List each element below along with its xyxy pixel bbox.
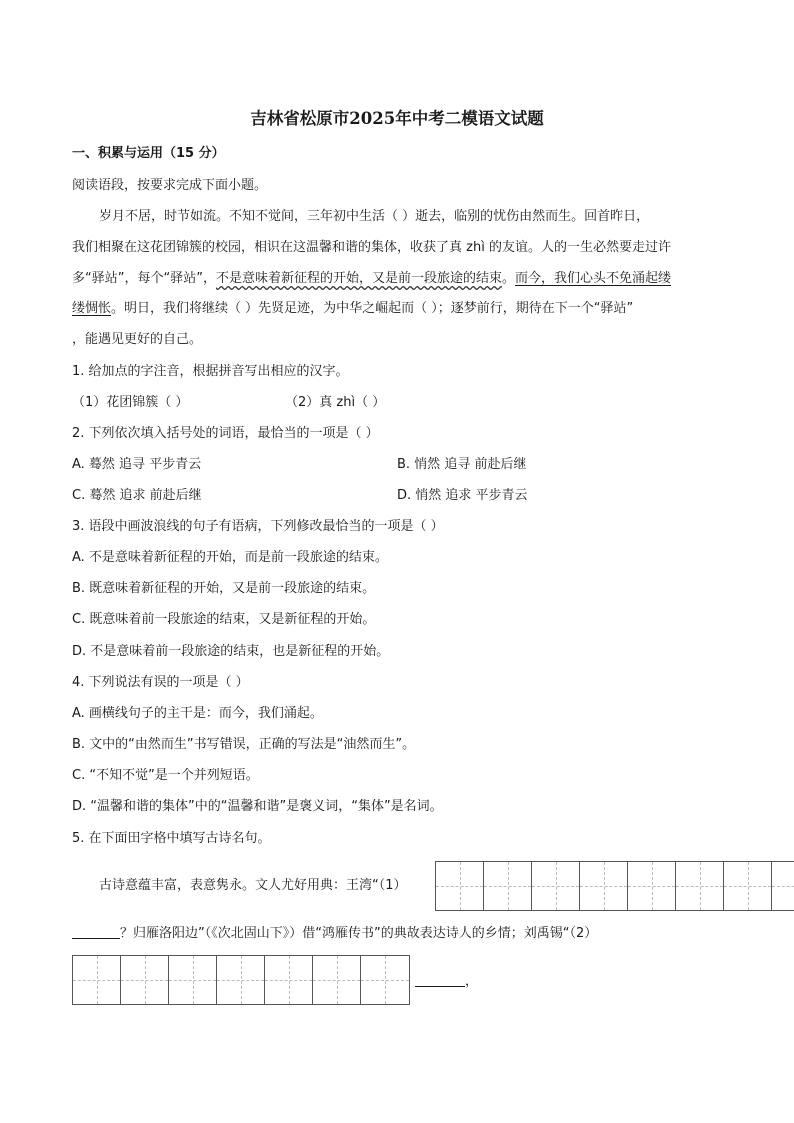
comma: ， <box>465 974 479 989</box>
passage-line-4 <box>72 299 633 319</box>
grid-cell[interactable] <box>169 956 217 1004</box>
question-1-part-a: （1）花团锦簇（ ） <box>72 395 189 410</box>
grid-cell[interactable] <box>628 862 676 910</box>
question-3-option-d: D. 不是意味着前一段旅途的结束，也是新征程的开始。 <box>72 644 390 659</box>
passage-text: 多“驿站”，每个“驿站”， <box>72 271 216 286</box>
question-4-option-b: B. 文中的“由然而生”书写错误，正确的写法是“油然而生”。 <box>72 737 416 752</box>
question-2-option-c: C. 蓦然 追求 前赴后继 <box>72 488 202 503</box>
question-4-stem: 4. 下列说法有误的一项是（ ） <box>72 675 249 690</box>
question-3-option-a: A. 不是意味着新征程的开始，而是前一段旅途的结束。 <box>72 550 388 565</box>
grid-cell[interactable] <box>724 862 772 910</box>
grid-cell[interactable] <box>361 956 409 1004</box>
passage-text: 。明日，我们将继续（ ）先贤足迹，为中华之崛起而（ ）；逐梦前行，期待在下一个“驿站” <box>111 301 634 316</box>
question-5-prompt-1: 古诗意蕴丰富，表意隽永。文人尤好用典：王湾“（1） <box>99 878 407 893</box>
tianzige-grid-1[interactable] <box>435 861 794 911</box>
answer-blank[interactable] <box>72 924 120 939</box>
question-4-option-d: D. “温馨和谐的集体”中的“温馨和谐”是褒义词，“集体”是名词。 <box>72 799 443 814</box>
grid-cell[interactable] <box>484 862 532 910</box>
grid-cell[interactable] <box>217 956 265 1004</box>
question-1-stem: 1. 给加点的字注音，根据拼音写出相应的汉字。 <box>72 364 349 379</box>
underlined-sentence-part1: 而今，我们心头不免涌起缕 <box>514 271 671 286</box>
question-2-option-b: B. 悄然 追寻 前赴后继 <box>397 457 527 472</box>
question-2-stem: 2. 下列依次填入括号处的词语，最恰当的一项是（ ） <box>72 426 379 441</box>
grid-cell[interactable] <box>580 862 628 910</box>
prompt-text: ？归雁洛阳边”（《次北固山下》）借“鸿雁传书”的典故表达诗人的乡情；刘禹锡“（2） <box>120 926 598 941</box>
question-3-option-c: C. 既意味着前一段旅途的结束，又是新征程的开始。 <box>72 612 376 627</box>
grid-cell[interactable] <box>265 956 313 1004</box>
passage-line-2: 我们相聚在这花团锦簇的校园，相识在这温馨和谐的集体，收获了真 zhì 的友谊。人的一生必然要走过许 <box>72 240 671 255</box>
passage-line-5: ，能遇见更好的自己。 <box>72 332 203 347</box>
question-1-part-b: （2）真 zhì（ ） <box>285 395 386 410</box>
grid-cell[interactable] <box>532 862 580 910</box>
answer-blank-2[interactable] <box>415 972 478 992</box>
grid-cell[interactable] <box>772 862 794 910</box>
answer-blank[interactable] <box>415 972 465 987</box>
question-5-stem: 5. 在下面田字格中填写古诗名句。 <box>72 831 271 846</box>
question-4-option-a: A. 画横线句子的主干是：而今，我们涌起。 <box>72 706 323 721</box>
tianzige-grid-2[interactable] <box>72 955 410 1005</box>
wavy-underlined-sentence: 不是意味着新征程的开始，又是前一段旅途的结束 <box>215 271 502 286</box>
section-heading: 一、积累与运用（15 分） <box>72 146 225 161</box>
question-3-stem: 3. 语段中画波浪线的句子有语病，下列修改最恰当的一项是（ ） <box>72 519 444 534</box>
passage-text: 。 <box>501 271 515 286</box>
grid-cell[interactable] <box>676 862 724 910</box>
question-2-option-d: D. 悄然 追求 平步青云 <box>397 488 528 503</box>
question-5-prompt-2 <box>72 924 597 944</box>
page-title: 吉林省松原市2025年中考二模语文试题 <box>250 109 544 128</box>
question-3-option-b: B. 既意味着新征程的开始，又是前一段旅途的结束。 <box>72 581 376 596</box>
grid-cell[interactable] <box>73 956 121 1004</box>
grid-cell[interactable] <box>121 956 169 1004</box>
underlined-sentence-part2: 缕惆怅 <box>72 301 112 316</box>
passage-line-1: 岁月不居，时节如流。不知不觉间，三年初中生活（ ）逝去，临别的忧伤由然而生。回首昨日， <box>99 209 650 224</box>
question-4-option-c: C. “不知不觉”是一个并列短语。 <box>72 768 259 783</box>
passage-line-3 <box>72 269 671 289</box>
instructions: 阅读语段，按要求完成下面小题。 <box>72 178 268 193</box>
question-2-option-a: A. 蓦然 追寻 平步青云 <box>72 457 202 472</box>
grid-cell[interactable] <box>313 956 361 1004</box>
grid-cell[interactable] <box>436 862 484 910</box>
